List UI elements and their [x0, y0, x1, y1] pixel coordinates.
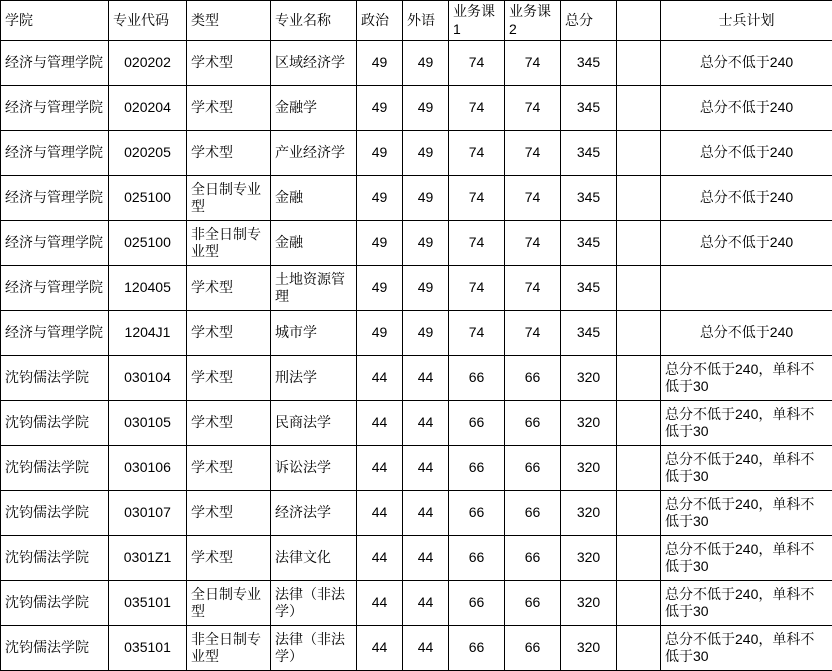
cell-business2: 66 [505, 446, 561, 491]
cell-type: 非全日制专业型 [187, 221, 271, 266]
cell-college: 经济与管理学院 [1, 311, 109, 356]
cell-type: 学术型 [187, 491, 271, 536]
cell-foreign: 44 [403, 446, 449, 491]
header-business1: 业务课 1 [449, 1, 505, 41]
cell-total: 320 [561, 536, 617, 581]
cell-business1: 66 [449, 491, 505, 536]
cell-politics: 44 [357, 536, 403, 581]
cell-total: 345 [561, 311, 617, 356]
cell-college: 沈钧儒法学院 [1, 401, 109, 446]
cell-business2: 74 [505, 221, 561, 266]
cell-foreign: 49 [403, 221, 449, 266]
cell-blank [617, 536, 661, 581]
cell-major-code: 1204J1 [109, 311, 187, 356]
cell-plan: 总分不低于240，单科不低于30 [661, 581, 832, 626]
cell-type: 学术型 [187, 266, 271, 311]
header-major-code: 专业代码 [109, 1, 187, 41]
cell-politics: 49 [357, 41, 403, 86]
header-politics: 政治 [357, 1, 403, 41]
cell-business2: 66 [505, 536, 561, 581]
cell-blank [617, 311, 661, 356]
cell-major-name: 产业经济学 [271, 131, 357, 176]
table-row [1, 356, 832, 401]
cell-major-name: 法律文化 [271, 536, 357, 581]
table-row [1, 446, 832, 491]
cell-college: 经济与管理学院 [1, 86, 109, 131]
cell-foreign: 49 [403, 176, 449, 221]
cell-total: 320 [561, 356, 617, 401]
cell-type: 全日制专业型 [187, 581, 271, 626]
cell-major-name: 区域经济学 [271, 41, 357, 86]
cell-foreign: 49 [403, 86, 449, 131]
cell-major-name: 金融 [271, 221, 357, 266]
cell-politics: 49 [357, 86, 403, 131]
cell-total: 320 [561, 446, 617, 491]
cell-major-name: 金融 [271, 176, 357, 221]
cell-business1: 66 [449, 356, 505, 401]
table-row [1, 401, 832, 446]
cell-plan: 总分不低于240，单科不低于30 [661, 536, 832, 581]
table-row [1, 221, 832, 266]
cell-type: 学术型 [187, 446, 271, 491]
cell-plan [661, 266, 832, 311]
cell-college: 沈钧儒法学院 [1, 491, 109, 536]
cell-blank [617, 221, 661, 266]
cell-politics: 44 [357, 581, 403, 626]
cell-plan: 总分不低于240，单科不低于30 [661, 401, 832, 446]
cell-major-code: 035101 [109, 626, 187, 671]
cell-business2: 66 [505, 491, 561, 536]
cell-major-name: 民商法学 [271, 401, 357, 446]
cell-type: 学术型 [187, 356, 271, 401]
cell-business1: 66 [449, 536, 505, 581]
cell-total: 345 [561, 176, 617, 221]
cell-blank [617, 41, 661, 86]
cell-type: 学术型 [187, 536, 271, 581]
cell-business1: 74 [449, 86, 505, 131]
cell-total: 345 [561, 266, 617, 311]
cell-politics: 44 [357, 356, 403, 401]
cell-major-code: 0301Z1 [109, 536, 187, 581]
cell-blank [617, 266, 661, 311]
cell-major-name: 法律（非法学） [271, 581, 357, 626]
cell-total: 345 [561, 86, 617, 131]
cell-foreign: 44 [403, 581, 449, 626]
cell-politics: 44 [357, 491, 403, 536]
cell-major-code: 030106 [109, 446, 187, 491]
cell-blank [617, 401, 661, 446]
cell-major-name: 经济法学 [271, 491, 357, 536]
cell-politics: 49 [357, 311, 403, 356]
cell-plan: 总分不低于240，单科不低于30 [661, 356, 832, 401]
cell-type: 学术型 [187, 86, 271, 131]
table-row [1, 491, 832, 536]
cell-plan: 总分不低于240，单科不低于30 [661, 626, 832, 671]
cell-type: 非全日制专业型 [187, 626, 271, 671]
cell-major-code: 025100 [109, 221, 187, 266]
cell-foreign: 44 [403, 401, 449, 446]
cell-type: 全日制专业型 [187, 176, 271, 221]
cell-business1: 74 [449, 176, 505, 221]
cell-blank [617, 581, 661, 626]
cell-total: 345 [561, 221, 617, 266]
cell-type: 学术型 [187, 41, 271, 86]
cell-business1: 74 [449, 41, 505, 86]
cell-type: 学术型 [187, 311, 271, 356]
cell-plan: 总分不低于240 [661, 131, 832, 176]
cell-type: 学术型 [187, 401, 271, 446]
cell-total: 320 [561, 401, 617, 446]
cell-college: 沈钧儒法学院 [1, 581, 109, 626]
cell-plan: 总分不低于240 [661, 311, 832, 356]
cell-college: 沈钧儒法学院 [1, 356, 109, 401]
cell-plan: 总分不低于240，单科不低于30 [661, 491, 832, 536]
cell-total: 320 [561, 491, 617, 536]
cell-total: 345 [561, 41, 617, 86]
header-foreign: 外语 [403, 1, 449, 41]
table-row [1, 131, 832, 176]
cell-foreign: 49 [403, 311, 449, 356]
header-major-name: 专业名称 [271, 1, 357, 41]
cell-college: 经济与管理学院 [1, 221, 109, 266]
cell-total: 320 [561, 581, 617, 626]
cell-major-code: 120405 [109, 266, 187, 311]
cell-business2: 74 [505, 266, 561, 311]
header-business2: 业务课 2 [505, 1, 561, 41]
cell-total: 345 [561, 131, 617, 176]
cell-major-code: 030107 [109, 491, 187, 536]
cell-blank [617, 176, 661, 221]
cell-business1: 66 [449, 401, 505, 446]
cell-college: 经济与管理学院 [1, 266, 109, 311]
cell-plan: 总分不低于240，单科不低于30 [661, 446, 832, 491]
table-row [1, 41, 832, 86]
cell-business2: 74 [505, 176, 561, 221]
header-college: 学院 [1, 1, 109, 41]
cell-business2: 66 [505, 401, 561, 446]
cell-major-name: 城市学 [271, 311, 357, 356]
header-type: 类型 [187, 1, 271, 41]
cell-business2: 66 [505, 626, 561, 671]
header-total: 总分 [561, 1, 617, 41]
cell-foreign: 44 [403, 536, 449, 581]
cell-blank [617, 131, 661, 176]
cell-major-code: 020204 [109, 86, 187, 131]
table-row [1, 311, 832, 356]
cell-major-name: 土地资源管理 [271, 266, 357, 311]
cell-major-code: 020205 [109, 131, 187, 176]
cell-foreign: 44 [403, 491, 449, 536]
cell-major-name: 金融学 [271, 86, 357, 131]
cell-major-code: 035101 [109, 581, 187, 626]
cell-plan: 总分不低于240 [661, 221, 832, 266]
table-row [1, 536, 832, 581]
cell-politics: 44 [357, 626, 403, 671]
cell-college: 经济与管理学院 [1, 176, 109, 221]
cell-major-name: 刑法学 [271, 356, 357, 401]
cell-foreign: 49 [403, 131, 449, 176]
cell-college: 沈钧儒法学院 [1, 536, 109, 581]
cell-business1: 74 [449, 266, 505, 311]
cell-blank [617, 491, 661, 536]
table-row [1, 626, 832, 671]
cell-plan: 总分不低于240 [661, 176, 832, 221]
table-row [1, 266, 832, 311]
cell-business2: 66 [505, 581, 561, 626]
cell-college: 经济与管理学院 [1, 131, 109, 176]
cell-politics: 49 [357, 176, 403, 221]
cell-plan: 总分不低于240 [661, 86, 832, 131]
cell-politics: 49 [357, 221, 403, 266]
cell-politics: 49 [357, 131, 403, 176]
cell-plan: 总分不低于240 [661, 41, 832, 86]
cell-business2: 74 [505, 311, 561, 356]
cell-politics: 44 [357, 401, 403, 446]
cell-business1: 74 [449, 311, 505, 356]
cell-major-code: 030104 [109, 356, 187, 401]
cell-major-code: 030105 [109, 401, 187, 446]
cell-foreign: 49 [403, 41, 449, 86]
cell-business1: 74 [449, 221, 505, 266]
cell-type: 学术型 [187, 131, 271, 176]
cell-business1: 66 [449, 626, 505, 671]
cell-foreign: 44 [403, 626, 449, 671]
cell-business1: 74 [449, 131, 505, 176]
cell-blank [617, 446, 661, 491]
cell-business2: 74 [505, 131, 561, 176]
header-blank [617, 1, 661, 41]
cell-foreign: 44 [403, 356, 449, 401]
cell-business2: 66 [505, 356, 561, 401]
cell-college: 沈钧儒法学院 [1, 446, 109, 491]
cell-major-code: 025100 [109, 176, 187, 221]
cell-college: 沈钧儒法学院 [1, 626, 109, 671]
cell-major-name: 法律（非法学） [271, 626, 357, 671]
cell-politics: 44 [357, 446, 403, 491]
cell-college: 经济与管理学院 [1, 41, 109, 86]
cell-blank [617, 626, 661, 671]
cell-blank [617, 356, 661, 401]
table-row [1, 86, 832, 131]
cell-politics: 49 [357, 266, 403, 311]
table-row [1, 176, 832, 221]
cell-total: 320 [561, 626, 617, 671]
cell-blank [617, 86, 661, 131]
cell-business1: 66 [449, 581, 505, 626]
cell-business2: 74 [505, 41, 561, 86]
cell-business2: 74 [505, 86, 561, 131]
cell-major-name: 诉讼法学 [271, 446, 357, 491]
cell-business1: 66 [449, 446, 505, 491]
cell-major-code: 020202 [109, 41, 187, 86]
header-plan: 士兵计划 [661, 1, 832, 41]
table-row [1, 581, 832, 626]
table-header-row [1, 1, 832, 41]
cell-foreign: 49 [403, 266, 449, 311]
